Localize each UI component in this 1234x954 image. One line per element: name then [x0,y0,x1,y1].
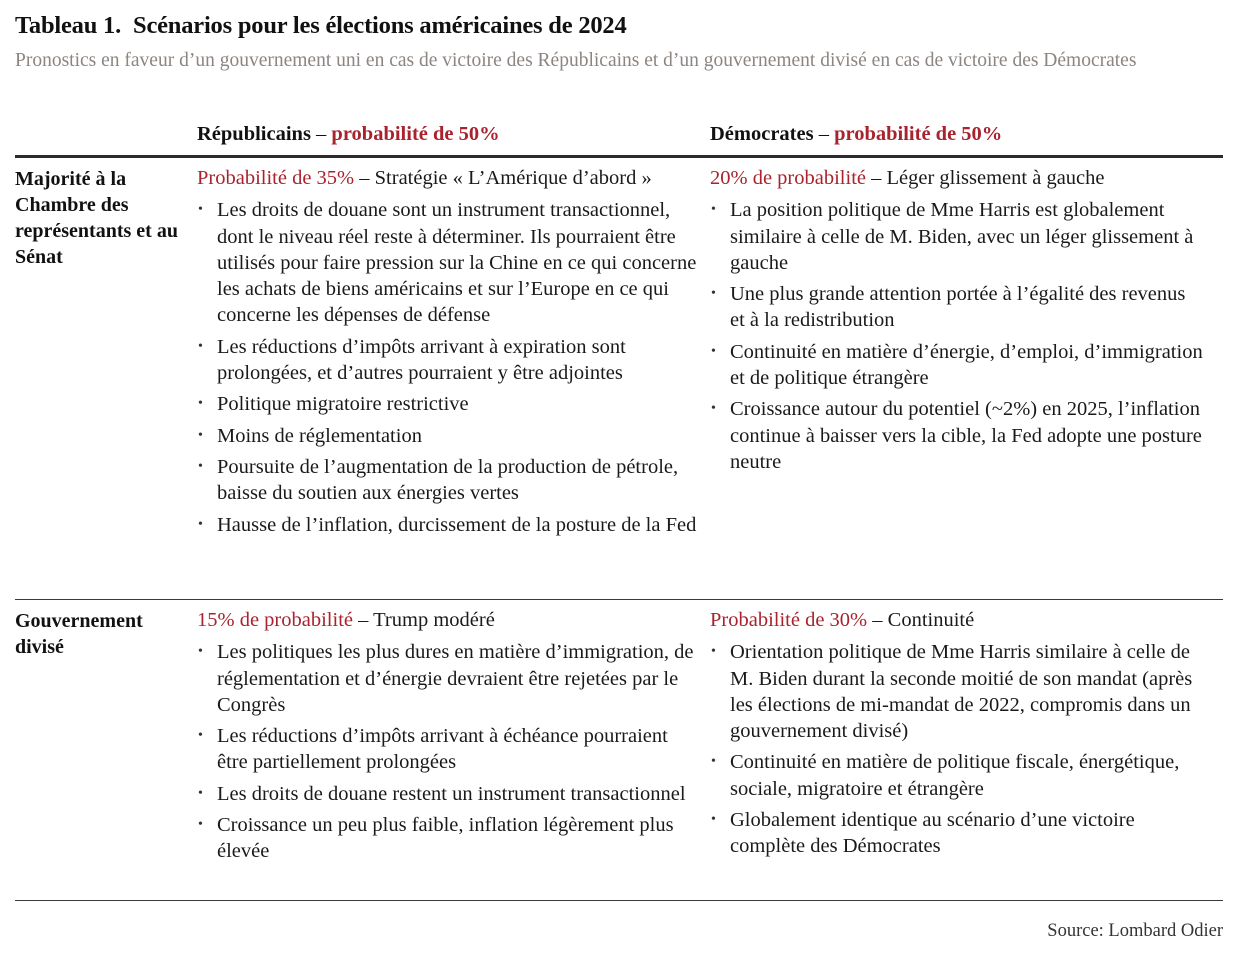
list-item: • Croissance autour du potentiel (~2%) en 2025, l’inflation continue à baisser vers la cible, la Fed adopte une posture neutre [711,398,1202,473]
bullet-icon: • [711,202,716,218]
header-divider [15,155,1223,158]
scenario-probability: 15% de probabilité [197,609,353,631]
bullet-list [710,639,1205,859]
bullet-icon: • [711,343,716,359]
table-bottom-rule [15,900,1223,901]
table-title [15,12,627,40]
title-text: Scénarios pour les élections américaines de 2024 [133,12,627,39]
bullet-icon: • [711,286,716,302]
list-item: • Les politiques les plus dures en matière d’immigration, de réglementation et d’énergie devraient être rejetées par le Congrès [198,641,694,716]
list-item: • Politique migratoire restrictive [197,391,697,417]
bullet-icon: • [198,338,203,354]
bullet-list [197,197,697,538]
list-item: • Les droits de douane restent un instrument transactionnel [197,781,697,807]
separator: – [354,167,375,189]
row-header-divided: Gouvernement divisé [15,610,143,658]
scenario-heading [710,165,1205,191]
scenario-probability: Probabilité de 30% [710,609,868,631]
bullet-icon: • [711,401,716,417]
table-subtitle: Pronostics en faveur d’un gouvernement uni en cas de victoire des Républicains et d’un gouvernement divisé en cas de victoire des Démocrates [15,50,1137,71]
scenario-probability: Probabilité de 35% [197,167,355,189]
cell-democrat-divided [710,607,1205,865]
list-item: • Les droits de douane sont un instrument transactionnel, dont le niveau réel reste à déterminer. Ils pourraient être utilisés pour faire pression sur la Chine en ce qui concerne les achats de biens américains et sur l’Europe en ce qui concerne les dépenses de défense [198,199,697,327]
bullet-icon: • [198,785,203,801]
list-item: • Croissance un peu plus faible, inflation légèrement plus élevée [198,814,674,863]
separator: – [310,123,332,145]
scenario-name: Léger glissement à gauche [886,167,1105,189]
bullet-icon: • [711,754,716,770]
bullet-icon: • [198,516,203,532]
separator: – [867,609,888,631]
separator: – [352,609,374,631]
row-divider [15,599,1223,600]
party-name: Démocrates [710,123,814,145]
cell-republican-majority [197,165,697,543]
bullet-list [197,639,697,864]
row-header-majority: Majorité à la Chambre des représentants et au Sénat [15,168,178,268]
source-note: Source: Lombard Odier [1047,921,1223,941]
scenario-name: Trump modéré [373,609,495,631]
scenario-heading [197,165,697,191]
list-item: • Hausse de l’inflation, durcissement de la posture de la Fed [197,512,697,538]
bullet-list [710,197,1205,475]
separator: – [865,167,887,189]
bullet-icon: • [198,458,203,474]
scenario-heading [197,607,697,633]
bullet-icon: • [198,396,203,412]
scenario-name: Continuité [887,609,975,631]
table-label: Tableau 1. [15,12,122,39]
list-item: • Moins de réglementation [197,423,697,449]
bullet-icon: • [198,644,203,660]
list-item: • Les réductions d’impôts arrivant à expiration sont prolongées, et d’autres pourraient y être adjointes [198,335,626,385]
list-item: • Poursuite de l’augmentation de la production de pétrole, baisse du soutien aux énergies vertes [198,455,679,505]
column-header-democrats [710,123,1002,146]
bullet-icon: • [198,202,203,218]
list-item: • Globalement identique au scénario d’une victoire complète des Démocrates [711,809,1135,858]
party-probability: probabilité de 50% [834,123,1003,145]
scenario-probability: 20% de probabilité [710,167,866,189]
bullet-icon: • [711,812,716,828]
cell-democrat-majority [710,165,1205,480]
list-item: • Continuité en matière d’énergie, d’emploi, d’immigration et de politique étrangère [711,340,1203,390]
scenario-name: Stratégie « L’Amérique d’abord » [374,167,652,189]
bullet-icon: • [711,644,716,660]
bullet-icon: • [198,728,203,744]
bullet-icon: • [198,817,203,833]
cell-republican-divided [197,607,697,870]
scenario-heading [710,607,1205,633]
list-item: • Continuité en matière de politique fiscale, énergétique, sociale, migratoire et étrangère [711,751,1180,800]
party-name: Républicains [197,123,311,145]
bullet-icon: • [198,427,203,443]
list-item: • La position politique de Mme Harris est globalement similaire à celle de M. Biden, avec un léger glissement à gauche [711,199,1194,274]
column-header-republicans [197,123,500,146]
separator: – [813,123,835,145]
list-item: • Une plus grande attention portée à l’égalité des revenus et à la redistribution [711,283,1186,332]
party-probability: probabilité de 50% [331,123,500,145]
list-item: • Orientation politique de Mme Harris similaire à celle de M. Biden durant la seconde moitié de son mandat (après les élections de mi-mandat de 2022, compromis dans un gouvernement divisé) [711,641,1193,743]
list-item: • Les réductions d’impôts arrivant à échéance pourraient être partiellement prolongées [198,725,668,774]
